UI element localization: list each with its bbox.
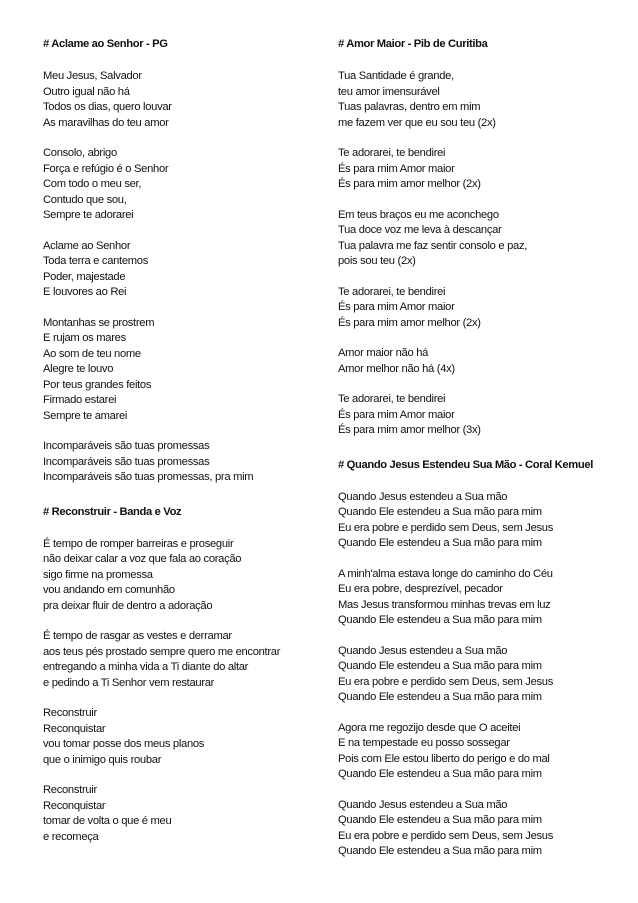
lyric-line: Mas Jesus transformou minhas trevas em luz [338,598,551,611]
lyric-line: És para mim amor melhor (2x) [338,316,481,329]
lyric-line: E rujam os mares [43,332,126,344]
lyric-line: Te adorarei, te bendirei [338,147,446,159]
lyric-line: que o inimigo quis roubar [43,753,162,766]
song-title: # Reconstruir - Banda e Voz [43,505,182,518]
lyric-line: Outro igual não há [43,85,130,98]
lyric-line: Meu Jesus, Salvador [43,70,142,82]
lyric-line: sigo firme na promessa [43,568,153,581]
song-block [338,37,634,439]
lyric-line: tomar de volta o que é meu [43,815,172,827]
lyric-line: Contudo que sou, [43,193,127,206]
lyric-line: Eu era pobre, desprezível, pecador [338,583,503,595]
stanza [43,146,323,224]
lyric-line: És para mim amor melhor (3x) [338,424,481,436]
lyric-line: Amor melhor não há (4x) [338,362,455,375]
stanza [338,392,634,439]
lyric-line: Tuas palavras, dentro em mim [338,101,481,113]
lyric-line: Tua Santidade é grande, [338,70,454,82]
lyric-line: vou andando em comunhão [43,584,175,596]
stanza [338,69,634,131]
lyric-line: não deixar calar a voz que fala ao coração [43,553,242,565]
stanza [338,798,634,860]
lyric-line: És para mim Amor maior [338,301,455,313]
lyric-line: vou tomar posse dos meus planos [43,738,205,750]
lyric-line: Quando Ele estendeu a Sua mão para mim [338,845,542,857]
lyric-line: Reconstruir [43,784,97,796]
song-title: # Quando Jesus Estendeu Sua Mão - Coral Kemuel [338,458,593,471]
lyric-line: Quando Ele estendeu a Sua mão para mim [338,691,542,703]
lyric-line: Quando Ele estendeu a Sua mão para mim [338,614,542,626]
lyric-line: Quando Ele estendeu a Sua mão para mim [338,537,542,549]
stanza [338,567,634,629]
lyric-line: Quando Jesus estendeu a Sua mão [338,798,508,811]
stanza [43,629,323,691]
lyric-line: A minh'alma estava longe do caminho do Céu [338,567,553,580]
lyric-line: Força e refúgio é o Senhor [43,162,169,175]
lyric-line: Eu era pobre e perdido sem Deus, sem Jesus [338,675,553,688]
lyric-line: Consolo, abrigo [43,147,117,159]
song-title: # Amor Maior - Pib de Curitiba [338,38,488,50]
lyric-line: Poder, majestade [43,270,126,283]
lyric-line: Quando Ele estendeu a Sua mão para mim [338,660,542,672]
lyric-line: Todos os dias, quero louvar [43,101,172,113]
lyric-line: Quando Jesus estendeu a Sua mão [338,490,508,503]
lyric-line: É tempo de rasgar as vestes e derramar [43,630,232,642]
lyric-line: e recomeça [43,830,99,843]
stanza [43,439,323,486]
lyric-line: pois sou teu (2x) [338,255,416,267]
lyric-line: Agora me regozijo desde que O aceitei [338,721,521,734]
stanza [43,239,323,301]
stanza [338,721,634,783]
lyric-line: Em teus braços eu me aconchego [338,208,499,221]
stanza [43,783,323,845]
stanza [338,146,634,193]
lyric-line: Quando Ele estendeu a Sua mão para mim [338,768,542,780]
right-column [338,37,634,879]
lyric-line: Toda terra e cantemos [43,255,149,267]
lyric-line: És para mim Amor maior [338,408,455,421]
lyric-line: Ao som de teu nome [43,347,141,360]
lyric-line: Reconstruir [43,707,97,719]
lyric-line: As maravilhas do teu amor [43,116,169,129]
lyric-line: Quando Jesus estendeu a Sua mão [338,644,508,657]
lyric-line: E louvores ao Rei [43,286,127,298]
lyric-line: Sempre te amarei [43,409,128,422]
lyric-line: Reconquistar [43,722,106,735]
lyric-line: Te adorarei, te bendirei [338,285,446,298]
lyric-line: Firmado estarei [43,394,117,406]
lyric-line: Tua palavra me faz sentir consolo e paz, [338,239,528,252]
lyric-line: Quando Ele estendeu a Sua mão para mim [338,506,542,518]
lyric-line: me fazem ver que eu sou teu (2x) [338,116,496,129]
lyric-line: Incomparáveis são tuas promessas, pra mim [43,471,254,483]
lyric-line: Sempre te adorarei [43,209,134,221]
lyric-line: Reconquistar [43,799,106,812]
song-title: # Aclame ao Senhor - PG [43,38,168,50]
left-column [43,37,323,864]
stanza [43,537,323,615]
lyric-line: Com todo o meu ser, [43,178,142,190]
lyric-line: Por teus grandes feitos [43,378,152,391]
stanza [338,285,634,332]
lyric-line: És para mim amor melhor (2x) [338,178,481,190]
lyric-line: aos teus pés prostado sempre quero me encontrar [43,645,281,658]
lyric-line: Quando Ele estendeu a Sua mão para mim [338,814,542,826]
lyric-line: Aclame ao Senhor [43,239,131,252]
lyric-line: Amor maior não há [338,347,429,359]
song-block [338,458,634,860]
lyric-line: Tua doce voz me leva à descançar [338,224,502,236]
lyric-line: Incomparáveis são tuas promessas [43,455,210,468]
lyric-line: E na tempestade eu posso sossegar [338,737,510,749]
lyric-line: Montanhas se prostrem [43,316,155,329]
lyric-line: É tempo de romper barreiras e proseguir [43,537,234,550]
stanza [43,316,323,425]
song-block [43,37,323,486]
lyric-line: pra deixar fluir de dentro a adoração [43,599,213,612]
stanza [338,208,634,270]
lyric-line: entregando a minha vida a Ti diante do altar [43,661,249,673]
stanza [338,644,634,706]
lyric-line: Pois com Ele estou liberto do perigo e do mal [338,752,550,765]
lyric-line: e pedindo a Ti Senhor vem restaurar [43,676,215,689]
lyric-line: Incomparáveis são tuas promessas [43,440,210,452]
lyric-line: teu amor imensurável [338,85,440,98]
stanza [43,69,323,131]
stanza [338,490,634,552]
lyric-line: Eu era pobre e perdido sem Deus, sem Jesus [338,829,553,842]
lyric-line: Te adorarei, te bendirei [338,393,446,405]
stanza [43,706,323,768]
lyric-line: Alegre te louvo [43,363,114,375]
lyric-line: És para mim Amor maior [338,162,455,175]
song-block [43,505,323,846]
lyric-line: Eu era pobre e perdido sem Deus, sem Jesus [338,521,553,534]
stanza [338,346,634,377]
